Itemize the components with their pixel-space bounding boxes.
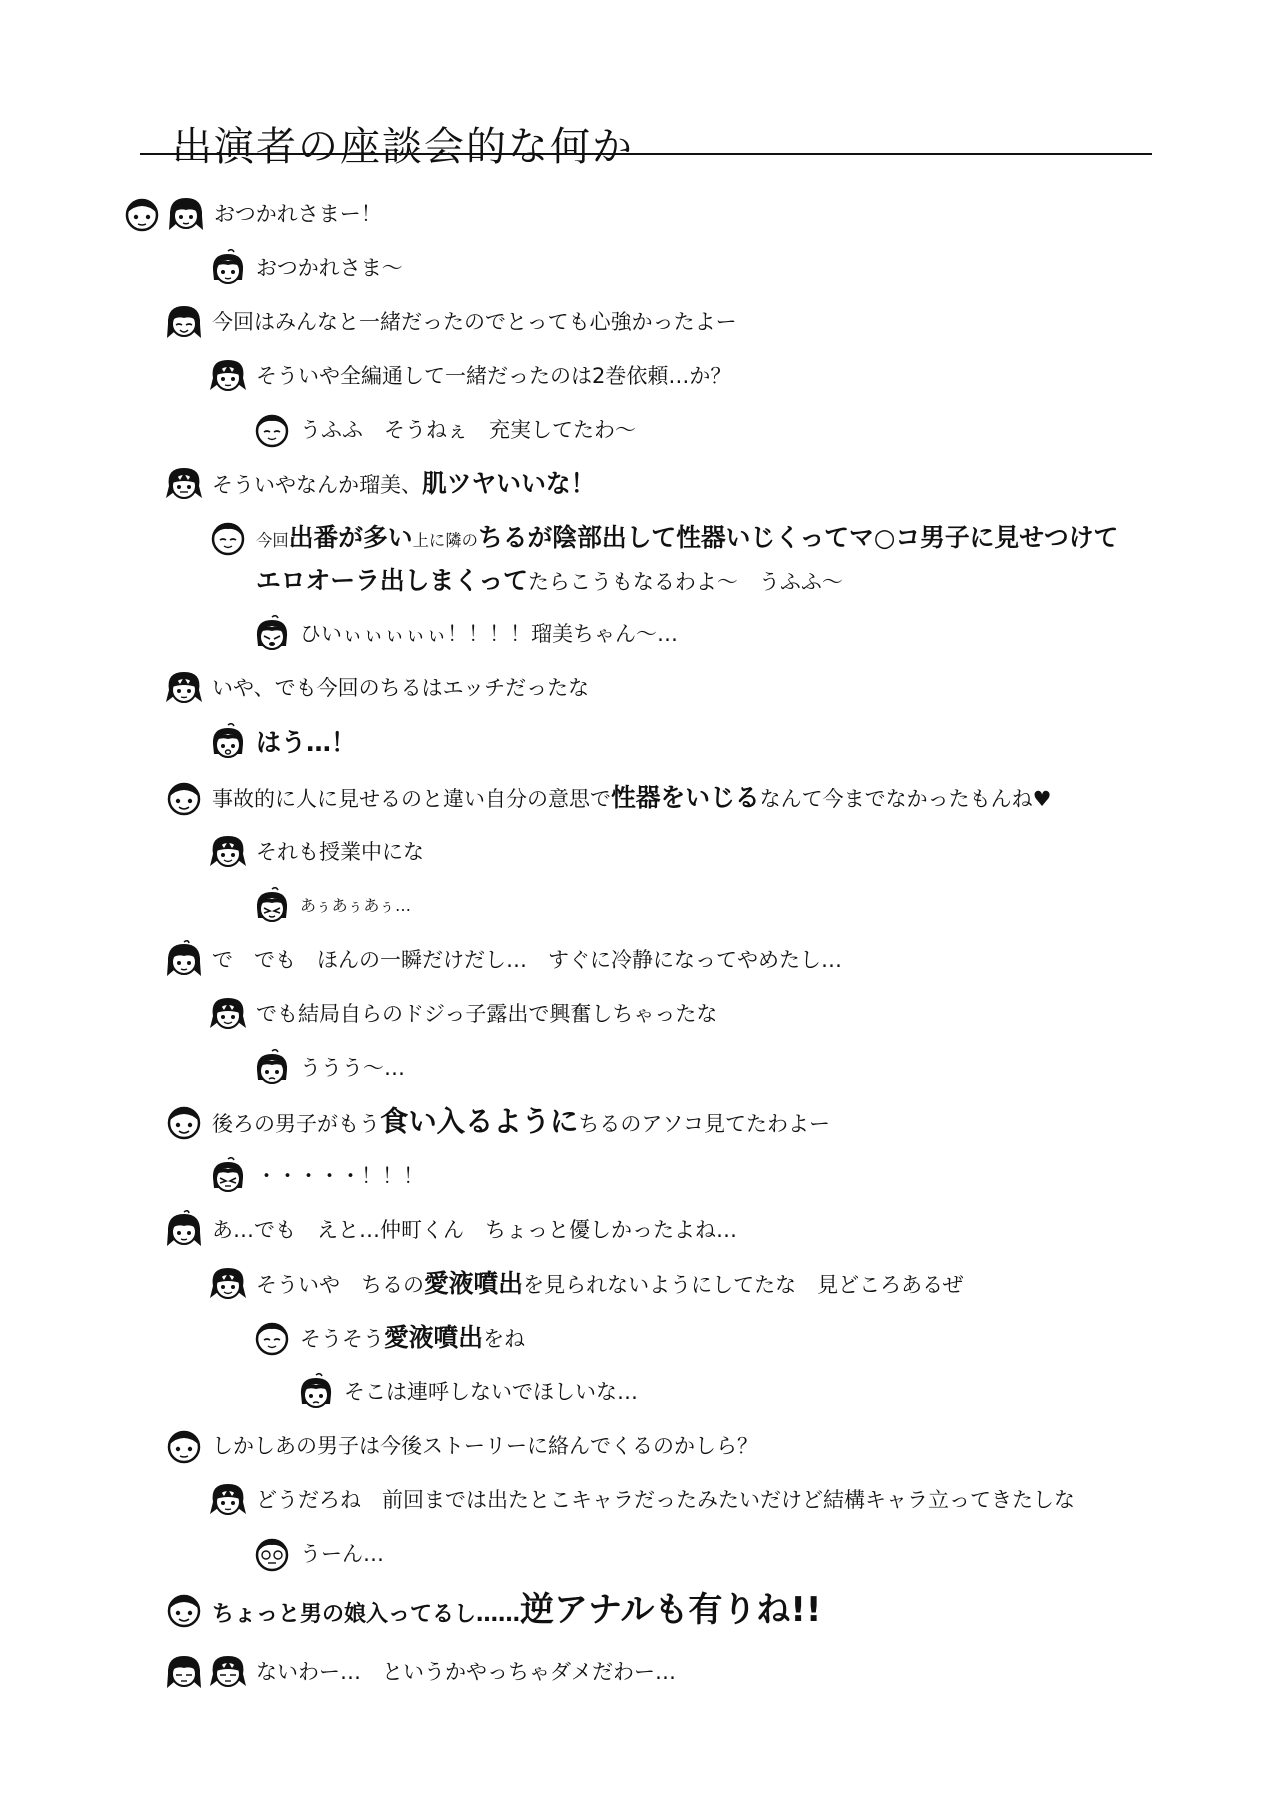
character-face-rumi-icon (252, 1534, 292, 1574)
dialogue-text: あ…でも えと…仲町くん ちょっと優しかったよね… (212, 1217, 737, 1242)
dialogue-line (208, 994, 717, 1034)
dialogue-line (164, 302, 737, 342)
dialogue-text: どうだろね 前回までは出たとこキャラだったみたいだけど結構キャラ立ってきたしな (256, 1487, 1075, 1512)
dialogue-text: うーん… (300, 1541, 384, 1566)
dialogue-text: そういや ちるの愛液噴出を見られないようにしてたな 見どころあるぜ (256, 1268, 964, 1298)
dialogue-line (164, 1210, 737, 1250)
dialogue-line (164, 1102, 830, 1142)
dialogue-line (208, 356, 731, 396)
character-face-chiru-icon (296, 1372, 336, 1412)
dialogue-text-line: 今回出番が多い上に隣のちるが陰部出して性器いじくってマ○コ男子に見せつけて (256, 523, 1119, 552)
character-face-rumi-icon (252, 410, 292, 450)
dialogue-line (164, 1652, 676, 1692)
dialogue-line (252, 1534, 384, 1574)
dialogue-text: そういや全編通して一緒だったのは2巻依頼…か？ (256, 363, 732, 388)
speaker-faces (252, 1048, 292, 1088)
character-face-b-icon (166, 194, 206, 234)
character-face-rumi-icon (252, 1318, 292, 1358)
character-face-a-icon (164, 1102, 204, 1142)
speaker-faces (208, 722, 248, 762)
dialogue-text: そういやなんか瑠美、肌ツヤいいな！ (212, 468, 596, 498)
page-title: 出演者の座談会的な何か (172, 123, 634, 170)
speaker-faces (208, 356, 248, 396)
dialogue-text: そうそう愛液噴出をね (300, 1322, 526, 1352)
dialogue-line (296, 1372, 638, 1412)
dialogue-text: ちょっと男の娘入ってるし……逆アナルも有りね!! (212, 1590, 822, 1630)
character-face-chiru-icon (208, 248, 248, 288)
speaker-faces (164, 1652, 248, 1692)
character-face-c-icon (208, 1264, 248, 1304)
speaker-faces (122, 194, 206, 234)
speaker-faces (164, 668, 204, 708)
speaker-faces (252, 1534, 292, 1574)
dialogue-text: 今回はみんなと一緒だったのでとっても心強かったよー (212, 309, 737, 334)
speaker-faces (252, 410, 292, 450)
dialogue-line (164, 778, 1051, 818)
character-face-b-icon (164, 302, 204, 342)
character-face-a-icon (122, 194, 162, 234)
speaker-faces (208, 1156, 248, 1196)
character-face-a-icon (164, 778, 204, 818)
dialogue-line (208, 1480, 1075, 1520)
speaker-faces (208, 248, 248, 288)
dialogue-text: ううう～… (300, 1055, 405, 1080)
dialogue-text: ・・・・・！！！ (256, 1163, 424, 1188)
dialogue-line (252, 614, 678, 654)
speaker-faces (164, 1590, 204, 1630)
dialogue-text: あぅあぅあぅ… (300, 896, 412, 915)
dialogue-line (164, 940, 842, 980)
dialogue-text: ないわー… というかやっちゃダメだわー… (256, 1659, 676, 1684)
dialogue-line (208, 722, 356, 762)
character-face-b-icon (164, 1652, 204, 1692)
dialogue-line (164, 464, 595, 504)
speaker-faces (208, 518, 248, 558)
character-face-a-icon (164, 1590, 204, 1630)
dialogue-line (208, 1264, 963, 1304)
dialogue-text (256, 516, 1118, 603)
speaker-faces (252, 614, 292, 654)
character-face-b-icon (164, 940, 204, 980)
dialogue-text: うふふ そうねぇ 充実してたわ～ (300, 417, 636, 442)
speaker-faces (164, 940, 204, 980)
character-face-c-icon (208, 1652, 248, 1692)
dialogue-line (122, 194, 382, 234)
dialogue-text: でも結局自らのドジっ子露出で興奮しちゃったな (256, 1001, 718, 1026)
dialogue-text-line: エロオーラ出しまくってたらこうもなるわよ～ うふふ～ (256, 566, 843, 596)
speaker-faces (208, 1480, 248, 1520)
dialogue-line (164, 1590, 821, 1630)
dialogue-line (252, 410, 636, 450)
dialogue-text: おつかれさまー！ (214, 201, 382, 226)
character-face-chiru-icon (252, 1048, 292, 1088)
dialogue-line (208, 248, 403, 288)
character-face-c-icon (208, 356, 248, 396)
character-face-a-icon (164, 1426, 204, 1466)
speaker-faces (208, 1264, 248, 1304)
dialogue-text: はう…！ (256, 727, 357, 757)
dialogue-text: で でも ほんの一瞬だけだし… すぐに冷静になってやめたし… (212, 947, 842, 972)
character-face-chiru-icon (208, 1156, 248, 1196)
speaker-faces (252, 886, 292, 926)
dialogue-line (208, 518, 1118, 603)
dialogue-text: それも授業中にな (256, 839, 424, 864)
character-face-chiru-icon (252, 614, 292, 654)
dialogue-line (252, 1318, 525, 1358)
dialogue-line (252, 1048, 405, 1088)
dialogue-text: ひいぃぃぃぃぃ！！！！瑠美ちゃん～… (300, 621, 678, 646)
character-face-rumi-icon (208, 518, 248, 558)
speaker-faces (208, 832, 248, 872)
speaker-faces (164, 302, 204, 342)
character-face-c-icon (208, 1480, 248, 1520)
dialogue-text: そこは連呼しないでほしいな… (344, 1379, 638, 1404)
speaker-faces (164, 778, 204, 818)
dialogue-line (208, 1156, 424, 1196)
character-face-b-icon (164, 1210, 204, 1250)
dialogue-text: しかしあの男子は今後ストーリーに絡んでくるのかしら？ (212, 1433, 758, 1458)
speaker-faces (208, 994, 248, 1034)
character-face-c-icon (208, 994, 248, 1034)
speaker-faces (164, 464, 204, 504)
character-face-c-icon (164, 464, 204, 504)
dialogue-text: 事故的に人に見せるのと違い自分の意思で性器をいじるなんて今までなかったもんね♥ (212, 782, 1052, 812)
dialogue-line (164, 668, 589, 708)
character-face-c-icon (208, 832, 248, 872)
character-face-chiru-icon (252, 886, 292, 926)
dialogue-line (252, 886, 411, 926)
speaker-faces (164, 1210, 204, 1250)
dialogue-line (164, 1426, 758, 1466)
speaker-faces (296, 1372, 336, 1412)
dialogue-text: おつかれさま～ (256, 255, 403, 280)
dialogue-text: 後ろの男子がもう食い入るようにちるのアソコ見てたわよー (212, 1104, 830, 1138)
dialogue-text: いや、でも今回のちるはエッチだったな (212, 675, 590, 700)
speaker-faces (164, 1426, 204, 1466)
character-face-c-icon (164, 668, 204, 708)
speaker-faces (252, 1318, 292, 1358)
character-face-chiru-icon (208, 722, 248, 762)
dialogue-line (208, 832, 424, 872)
speaker-faces (164, 1102, 204, 1142)
